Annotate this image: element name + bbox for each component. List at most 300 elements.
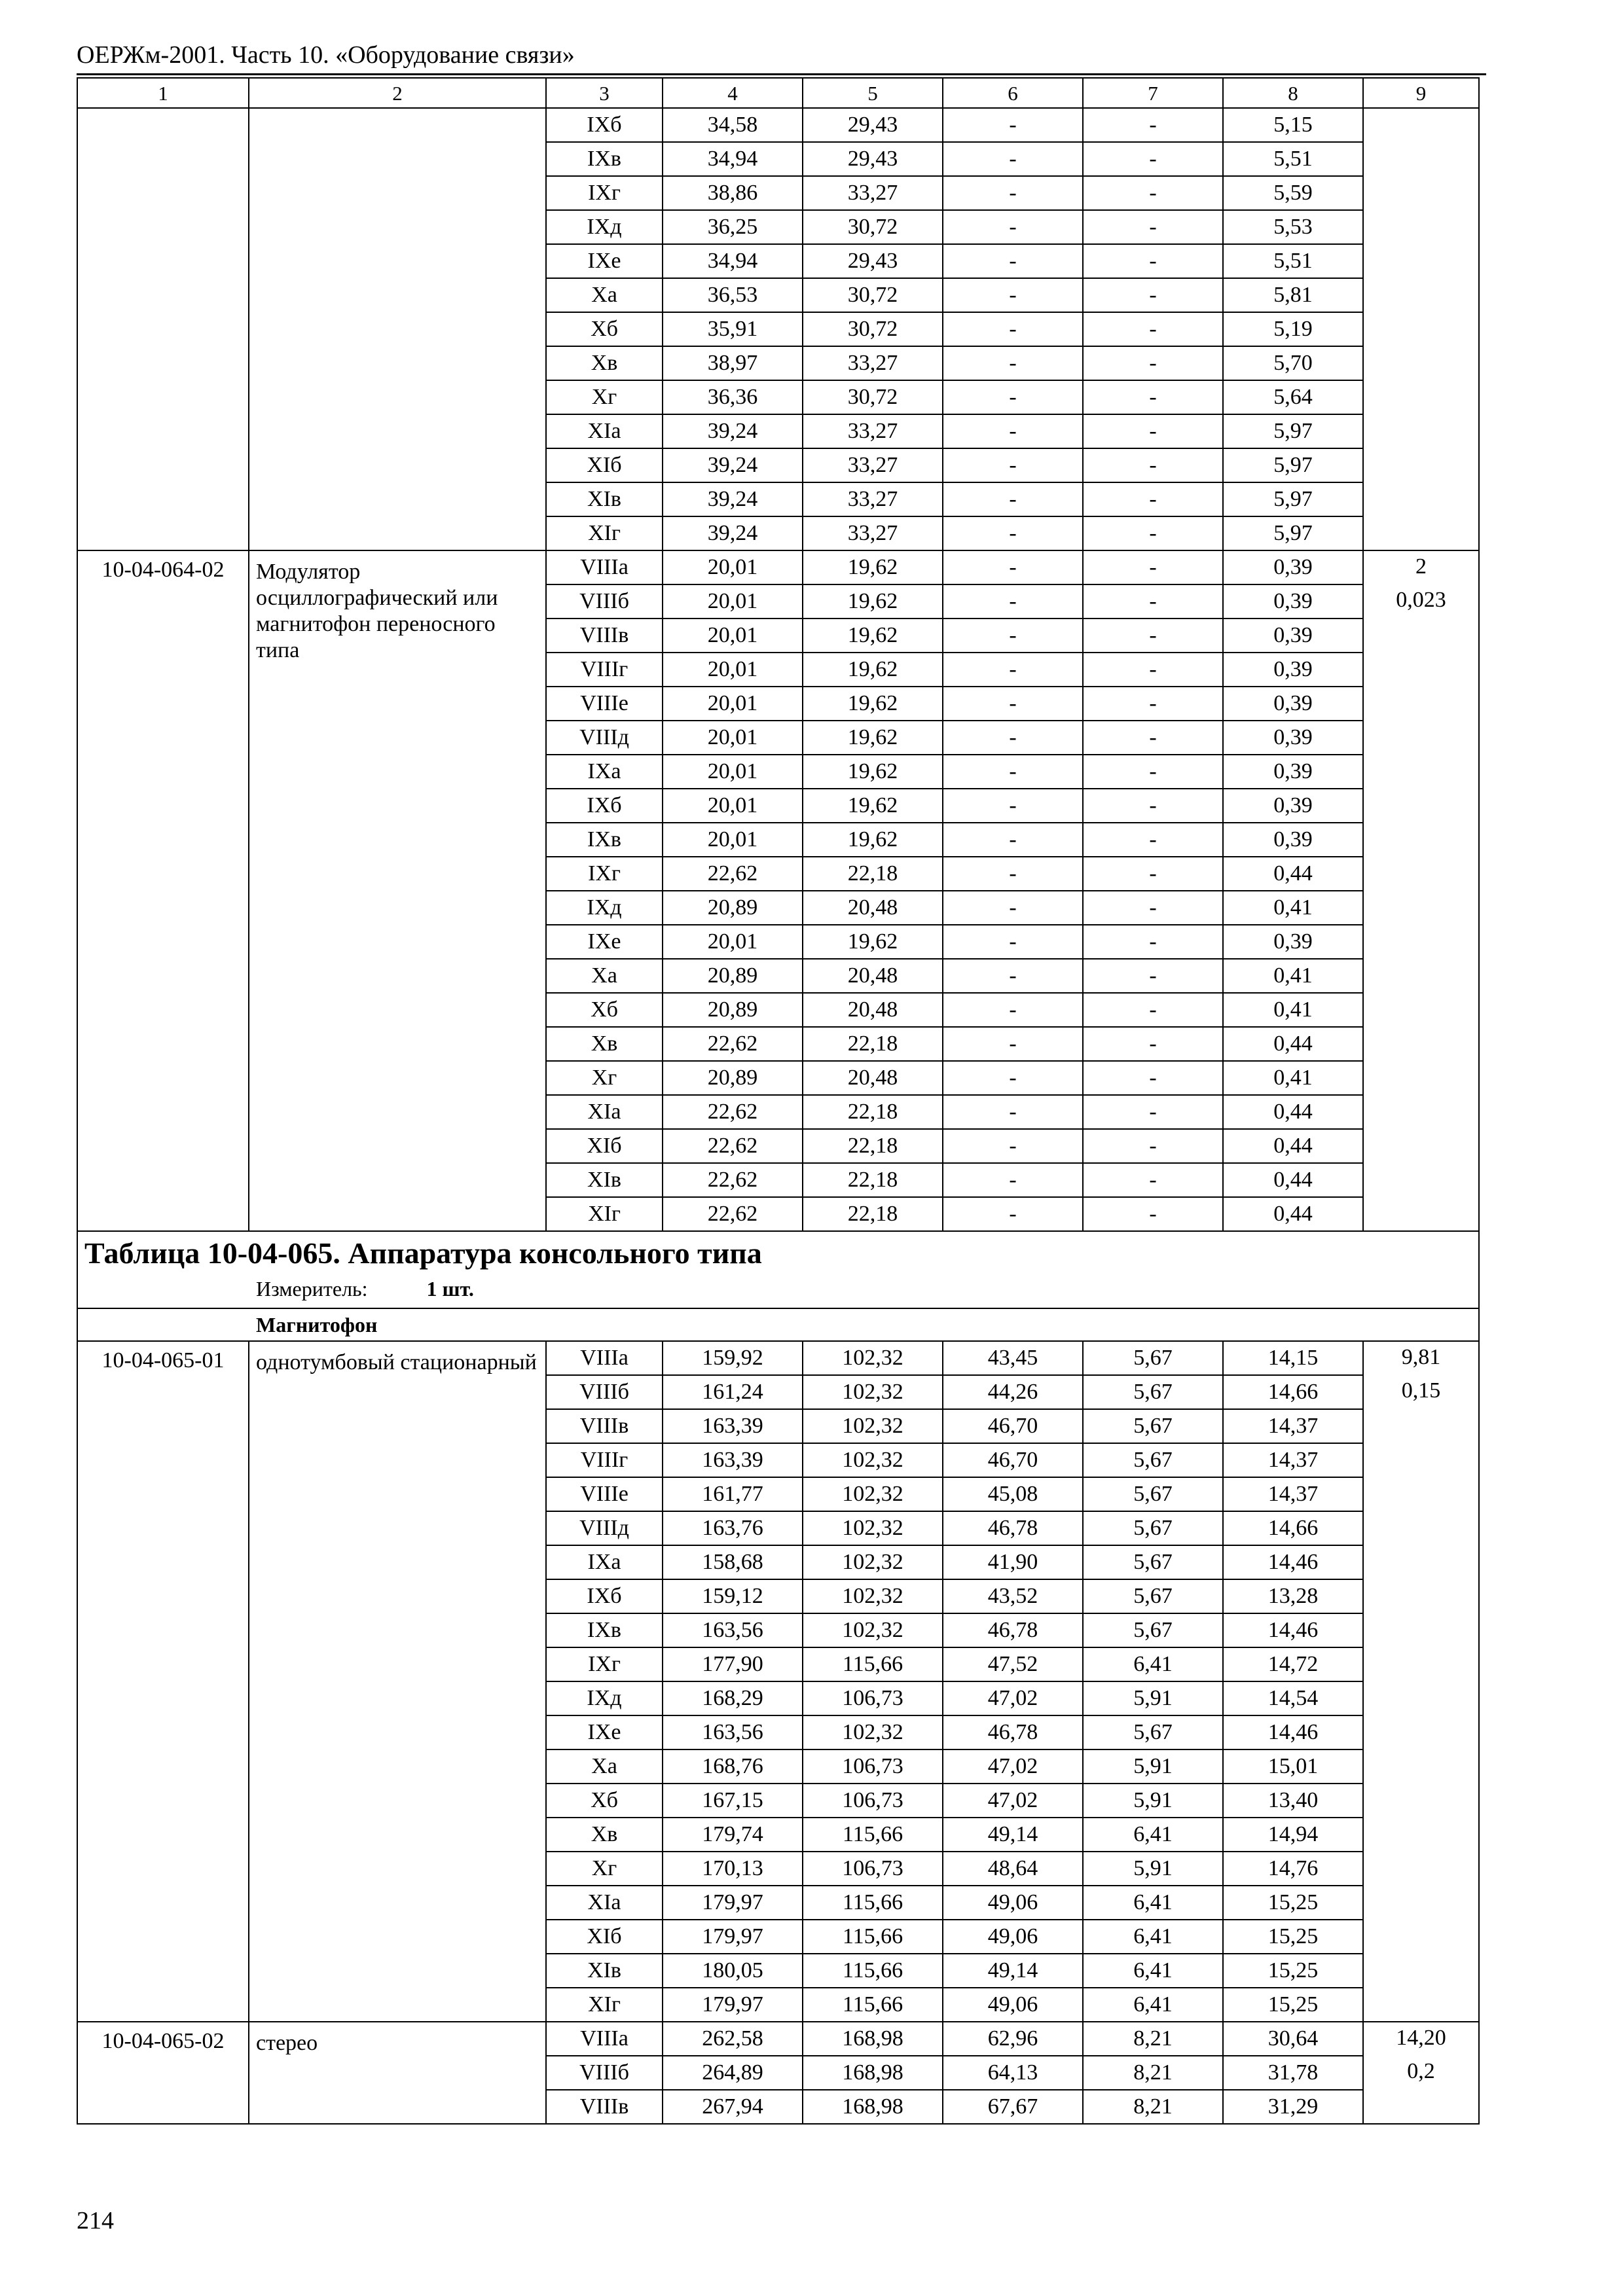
value-cell: VIIIе: [546, 1477, 663, 1511]
value-cell: VIIIг: [546, 1443, 663, 1477]
value-cell: 0,44: [1223, 1163, 1363, 1197]
header-rule: [77, 73, 1486, 75]
value-cell: 163,39: [663, 1443, 803, 1477]
value-cell: 5,51: [1223, 244, 1363, 278]
value-cell: 19,62: [803, 789, 943, 823]
value-cell: Xб: [546, 312, 663, 346]
value-cell: -: [943, 1163, 1083, 1197]
value-cell: -: [1083, 210, 1223, 244]
column-9-value: 0,023: [1396, 588, 1446, 612]
value-cell: 33,27: [803, 482, 943, 516]
value-cell: 39,24: [663, 516, 803, 550]
value-cell: Xг: [546, 1852, 663, 1886]
value-cell: VIIIд: [546, 721, 663, 755]
value-cell: 13,40: [1223, 1784, 1363, 1818]
value-cell: 19,62: [803, 823, 943, 857]
value-cell: Xв: [546, 1027, 663, 1061]
value-cell: IXв: [546, 823, 663, 857]
value-cell: -: [1083, 619, 1223, 653]
code-cell: [77, 108, 249, 550]
value-cell: 39,24: [663, 414, 803, 448]
value-cell: -: [943, 108, 1083, 142]
value-cell: 5,91: [1083, 1681, 1223, 1715]
value-cell: 5,59: [1223, 176, 1363, 210]
column-9-cell: [1363, 108, 1479, 550]
value-cell: -: [943, 653, 1083, 687]
value-cell: 5,67: [1083, 1613, 1223, 1647]
value-cell: 102,32: [803, 1545, 943, 1579]
value-cell: 15,01: [1223, 1749, 1363, 1784]
value-cell: 29,43: [803, 142, 943, 176]
value-cell: 106,73: [803, 1681, 943, 1715]
value-cell: 22,62: [663, 1197, 803, 1231]
table-body: [77, 78, 1479, 2124]
column-9-value: 14,20: [1396, 2026, 1446, 2050]
value-cell: -: [943, 823, 1083, 857]
value-cell: -: [943, 1129, 1083, 1163]
value-cell: 15,25: [1223, 1988, 1363, 2022]
value-cell: 168,98: [803, 2090, 943, 2124]
value-cell: -: [943, 414, 1083, 448]
value-cell: 19,62: [803, 584, 943, 619]
value-cell: 0,39: [1223, 619, 1363, 653]
value-cell: 20,48: [803, 959, 943, 993]
value-cell: 6,41: [1083, 1886, 1223, 1920]
code-cell: 10-04-064-02: [77, 550, 249, 1231]
value-cell: IXг: [546, 857, 663, 891]
value-cell: 14,46: [1223, 1545, 1363, 1579]
value-cell: 29,43: [803, 108, 943, 142]
value-cell: 115,66: [803, 1920, 943, 1954]
value-cell: 20,01: [663, 823, 803, 857]
value-cell: 179,74: [663, 1818, 803, 1852]
value-cell: 0,41: [1223, 959, 1363, 993]
value-cell: 46,70: [943, 1409, 1083, 1443]
value-cell: IXа: [546, 1545, 663, 1579]
value-cell: 30,72: [803, 380, 943, 414]
value-cell: -: [1083, 1027, 1223, 1061]
value-cell: 19,62: [803, 925, 943, 959]
value-cell: -: [943, 516, 1083, 550]
value-cell: 115,66: [803, 1647, 943, 1681]
value-cell: 6,41: [1083, 1954, 1223, 1988]
value-cell: 161,77: [663, 1477, 803, 1511]
value-cell: 5,67: [1083, 1545, 1223, 1579]
value-cell: 179,97: [663, 1886, 803, 1920]
value-cell: 15,25: [1223, 1920, 1363, 1954]
value-cell: IXб: [546, 1579, 663, 1613]
value-cell: XIв: [546, 482, 663, 516]
value-cell: 19,62: [803, 619, 943, 653]
value-cell: XIб: [546, 1129, 663, 1163]
value-cell: -: [943, 550, 1083, 584]
value-cell: 102,32: [803, 1375, 943, 1409]
value-cell: 20,89: [663, 1061, 803, 1095]
value-cell: VIIIе: [546, 687, 663, 721]
value-cell: 0,39: [1223, 653, 1363, 687]
value-cell: IXе: [546, 1715, 663, 1749]
value-cell: 49,14: [943, 1954, 1083, 1988]
value-cell: -: [1083, 925, 1223, 959]
value-cell: 38,86: [663, 176, 803, 210]
column-number-cell: 4: [663, 78, 803, 108]
value-cell: 30,72: [803, 312, 943, 346]
value-cell: 14,94: [1223, 1818, 1363, 1852]
value-cell: -: [1083, 891, 1223, 925]
value-cell: 5,97: [1223, 414, 1363, 448]
value-cell: 33,27: [803, 448, 943, 482]
value-cell: 8,21: [1083, 2056, 1223, 2090]
value-cell: 33,27: [803, 516, 943, 550]
value-cell: 102,32: [803, 1341, 943, 1375]
value-cell: 20,01: [663, 687, 803, 721]
value-cell: 5,67: [1083, 1715, 1223, 1749]
value-cell: 159,12: [663, 1579, 803, 1613]
value-cell: IXв: [546, 1613, 663, 1647]
column-9-value: 0,15: [1401, 1378, 1441, 1403]
value-cell: 8,21: [1083, 2090, 1223, 2124]
column-9-cell: [1363, 1341, 1479, 2022]
value-cell: 22,62: [663, 1129, 803, 1163]
value-cell: 14,66: [1223, 1375, 1363, 1409]
value-cell: 14,46: [1223, 1613, 1363, 1647]
value-cell: -: [1083, 1197, 1223, 1231]
table-row: [77, 550, 1479, 584]
value-cell: -: [943, 278, 1083, 312]
value-cell: 20,48: [803, 1061, 943, 1095]
value-cell: 47,02: [943, 1784, 1083, 1818]
value-cell: -: [943, 857, 1083, 891]
value-cell: 14,15: [1223, 1341, 1363, 1375]
value-cell: 46,78: [943, 1715, 1083, 1749]
running-header: ОЕРЖм-2001. Часть 10. «Оборудование связи»: [77, 41, 575, 69]
column-number-cell: 6: [943, 78, 1083, 108]
value-cell: VIIIв: [546, 1409, 663, 1443]
value-cell: 177,90: [663, 1647, 803, 1681]
value-cell: 49,06: [943, 1988, 1083, 2022]
value-cell: VIIIв: [546, 2090, 663, 2124]
value-cell: 22,18: [803, 1197, 943, 1231]
code-cell: 10-04-065-01: [77, 1341, 249, 2022]
value-cell: 267,94: [663, 2090, 803, 2124]
column-number-row: [77, 78, 1479, 108]
value-cell: 20,89: [663, 959, 803, 993]
value-cell: -: [1083, 1095, 1223, 1129]
value-cell: 5,91: [1083, 1749, 1223, 1784]
value-cell: 22,18: [803, 1163, 943, 1197]
value-cell: 5,19: [1223, 312, 1363, 346]
value-cell: -: [943, 142, 1083, 176]
value-cell: IXе: [546, 925, 663, 959]
value-cell: -: [1083, 1129, 1223, 1163]
value-cell: -: [943, 755, 1083, 789]
value-cell: 0,39: [1223, 721, 1363, 755]
value-cell: VIIIа: [546, 2022, 663, 2056]
value-cell: 30,72: [803, 278, 943, 312]
value-cell: 22,62: [663, 857, 803, 891]
column-9-cell: [1363, 2022, 1479, 2124]
value-cell: 159,92: [663, 1341, 803, 1375]
table-row: [77, 2022, 1479, 2056]
value-cell: 19,62: [803, 687, 943, 721]
value-cell: 20,48: [803, 891, 943, 925]
value-cell: 20,01: [663, 584, 803, 619]
value-cell: XIв: [546, 1954, 663, 1988]
value-cell: 33,27: [803, 346, 943, 380]
value-cell: 36,36: [663, 380, 803, 414]
value-cell: XIа: [546, 414, 663, 448]
value-cell: 19,62: [803, 550, 943, 584]
value-cell: 0,44: [1223, 857, 1363, 891]
value-cell: 262,58: [663, 2022, 803, 2056]
value-cell: XIа: [546, 1095, 663, 1129]
value-cell: 22,62: [663, 1027, 803, 1061]
value-cell: 106,73: [803, 1852, 943, 1886]
value-cell: -: [943, 482, 1083, 516]
value-cell: 19,62: [803, 721, 943, 755]
value-cell: 0,39: [1223, 687, 1363, 721]
value-cell: 161,24: [663, 1375, 803, 1409]
value-cell: 44,26: [943, 1375, 1083, 1409]
value-cell: -: [943, 448, 1083, 482]
value-cell: 5,97: [1223, 516, 1363, 550]
value-cell: Xв: [546, 1818, 663, 1852]
value-cell: 0,44: [1223, 1027, 1363, 1061]
value-cell: -: [1083, 550, 1223, 584]
value-cell: 0,39: [1223, 789, 1363, 823]
value-cell: IXб: [546, 108, 663, 142]
value-cell: Xг: [546, 1061, 663, 1095]
value-cell: Xб: [546, 993, 663, 1027]
value-cell: IXе: [546, 244, 663, 278]
column-9-value: 0,2: [1407, 2059, 1435, 2083]
value-cell: 49,06: [943, 1886, 1083, 1920]
value-cell: 102,32: [803, 1511, 943, 1545]
value-cell: -: [1083, 721, 1223, 755]
value-cell: VIIIб: [546, 2056, 663, 2090]
value-cell: 39,24: [663, 448, 803, 482]
column-number-cell: 7: [1083, 78, 1223, 108]
rates-table: [77, 77, 1480, 2125]
value-cell: 0,44: [1223, 1197, 1363, 1231]
value-cell: IXг: [546, 1647, 663, 1681]
table-row: [77, 1341, 1479, 1375]
value-cell: 5,67: [1083, 1511, 1223, 1545]
value-cell: -: [1083, 687, 1223, 721]
value-cell: -: [943, 210, 1083, 244]
measure-label: Измеритель:: [256, 1277, 368, 1300]
value-cell: IXв: [546, 142, 663, 176]
value-cell: IXб: [546, 789, 663, 823]
value-cell: 168,98: [803, 2056, 943, 2090]
value-cell: 5,67: [1083, 1443, 1223, 1477]
value-cell: XIа: [546, 1886, 663, 1920]
value-cell: -: [943, 891, 1083, 925]
value-cell: 45,08: [943, 1477, 1083, 1511]
value-cell: -: [1083, 1163, 1223, 1197]
value-cell: -: [943, 1027, 1083, 1061]
value-cell: 48,64: [943, 1852, 1083, 1886]
value-cell: 38,97: [663, 346, 803, 380]
value-cell: -: [943, 1095, 1083, 1129]
value-cell: 168,29: [663, 1681, 803, 1715]
value-cell: 5,97: [1223, 448, 1363, 482]
value-cell: 14,76: [1223, 1852, 1363, 1886]
group-title: Магнитофон: [77, 1308, 1479, 1341]
value-cell: 14,46: [1223, 1715, 1363, 1749]
value-cell: 5,81: [1223, 278, 1363, 312]
name-cell: однотумбовый стационарный: [249, 1341, 546, 2022]
value-cell: Xв: [546, 346, 663, 380]
value-cell: XIв: [546, 1163, 663, 1197]
column-number-cell: 5: [803, 78, 943, 108]
value-cell: 106,73: [803, 1784, 943, 1818]
column-9-cell: [1363, 550, 1479, 1231]
value-cell: 5,67: [1083, 1409, 1223, 1443]
value-cell: Xг: [546, 380, 663, 414]
value-cell: 170,13: [663, 1852, 803, 1886]
value-cell: 20,89: [663, 891, 803, 925]
value-cell: 36,53: [663, 278, 803, 312]
value-cell: 20,01: [663, 925, 803, 959]
value-cell: IXд: [546, 1681, 663, 1715]
value-cell: XIб: [546, 1920, 663, 1954]
column-number-cell: 9: [1363, 78, 1479, 108]
value-cell: 22,18: [803, 857, 943, 891]
value-cell: -: [1083, 346, 1223, 380]
value-cell: 33,27: [803, 414, 943, 448]
value-cell: Xб: [546, 1784, 663, 1818]
value-cell: 20,01: [663, 755, 803, 789]
value-cell: 36,25: [663, 210, 803, 244]
value-cell: -: [1083, 755, 1223, 789]
value-cell: -: [1083, 584, 1223, 619]
value-cell: 0,39: [1223, 823, 1363, 857]
value-cell: 46,70: [943, 1443, 1083, 1477]
value-cell: 102,32: [803, 1715, 943, 1749]
value-cell: 46,78: [943, 1511, 1083, 1545]
column-9-value: 2: [1415, 554, 1427, 579]
value-cell: 163,56: [663, 1715, 803, 1749]
value-cell: 62,96: [943, 2022, 1083, 2056]
value-cell: -: [1083, 1061, 1223, 1095]
value-cell: 19,62: [803, 653, 943, 687]
value-cell: -: [1083, 244, 1223, 278]
section-heading-row: [77, 1231, 1479, 1308]
value-cell: 5,70: [1223, 346, 1363, 380]
value-cell: 43,52: [943, 1579, 1083, 1613]
value-cell: -: [1083, 176, 1223, 210]
value-cell: 14,37: [1223, 1409, 1363, 1443]
value-cell: 179,97: [663, 1988, 803, 2022]
value-cell: 20,01: [663, 653, 803, 687]
value-cell: 6,41: [1083, 1647, 1223, 1681]
value-cell: 102,32: [803, 1613, 943, 1647]
value-cell: 264,89: [663, 2056, 803, 2090]
value-cell: 163,56: [663, 1613, 803, 1647]
value-cell: 0,44: [1223, 1095, 1363, 1129]
value-cell: 5,97: [1223, 482, 1363, 516]
value-cell: 20,48: [803, 993, 943, 1027]
value-cell: 5,67: [1083, 1477, 1223, 1511]
value-cell: -: [943, 312, 1083, 346]
value-cell: 5,67: [1083, 1579, 1223, 1613]
value-cell: 20,01: [663, 721, 803, 755]
value-cell: 46,78: [943, 1613, 1083, 1647]
value-cell: XIг: [546, 1988, 663, 2022]
value-cell: 47,02: [943, 1749, 1083, 1784]
value-cell: XIб: [546, 448, 663, 482]
value-cell: 20,01: [663, 550, 803, 584]
value-cell: VIIIб: [546, 1375, 663, 1409]
value-cell: 22,62: [663, 1163, 803, 1197]
value-cell: 47,02: [943, 1681, 1083, 1715]
value-cell: 14,37: [1223, 1443, 1363, 1477]
value-cell: Xа: [546, 278, 663, 312]
value-cell: -: [943, 721, 1083, 755]
value-cell: 5,53: [1223, 210, 1363, 244]
value-cell: 14,72: [1223, 1647, 1363, 1681]
name-cell: стерео: [249, 2022, 546, 2124]
value-cell: 0,39: [1223, 755, 1363, 789]
value-cell: 5,64: [1223, 380, 1363, 414]
value-cell: -: [943, 1061, 1083, 1095]
value-cell: -: [1083, 653, 1223, 687]
column-number-cell: 2: [249, 78, 546, 108]
value-cell: 0,39: [1223, 550, 1363, 584]
value-cell: 0,39: [1223, 584, 1363, 619]
value-cell: 0,41: [1223, 993, 1363, 1027]
value-cell: 15,25: [1223, 1954, 1363, 1988]
value-cell: -: [943, 176, 1083, 210]
value-cell: VIIIа: [546, 550, 663, 584]
value-cell: VIIIг: [546, 653, 663, 687]
value-cell: 14,37: [1223, 1477, 1363, 1511]
value-cell: 5,51: [1223, 142, 1363, 176]
value-cell: 33,27: [803, 176, 943, 210]
value-cell: 14,54: [1223, 1681, 1363, 1715]
value-cell: IXа: [546, 755, 663, 789]
value-cell: 115,66: [803, 1988, 943, 2022]
value-cell: 34,58: [663, 108, 803, 142]
value-cell: 102,32: [803, 1579, 943, 1613]
value-cell: 34,94: [663, 142, 803, 176]
value-cell: 179,97: [663, 1920, 803, 1954]
section-heading-cell: [77, 1231, 1479, 1308]
value-cell: 5,91: [1083, 1852, 1223, 1886]
value-cell: -: [943, 584, 1083, 619]
value-cell: 22,18: [803, 1129, 943, 1163]
table-row: [77, 108, 1479, 142]
value-cell: 20,89: [663, 993, 803, 1027]
value-cell: 13,28: [1223, 1579, 1363, 1613]
column-number-cell: 8: [1223, 78, 1363, 108]
value-cell: 22,62: [663, 1095, 803, 1129]
value-cell: 6,41: [1083, 1818, 1223, 1852]
name-cell: [249, 108, 546, 550]
value-cell: -: [1083, 414, 1223, 448]
value-cell: 102,32: [803, 1477, 943, 1511]
value-cell: -: [943, 380, 1083, 414]
value-cell: 167,15: [663, 1784, 803, 1818]
value-cell: -: [943, 1197, 1083, 1231]
value-cell: 5,15: [1223, 108, 1363, 142]
value-cell: -: [1083, 823, 1223, 857]
value-cell: Xа: [546, 1749, 663, 1784]
value-cell: 14,66: [1223, 1511, 1363, 1545]
value-cell: 163,39: [663, 1409, 803, 1443]
value-cell: -: [1083, 993, 1223, 1027]
